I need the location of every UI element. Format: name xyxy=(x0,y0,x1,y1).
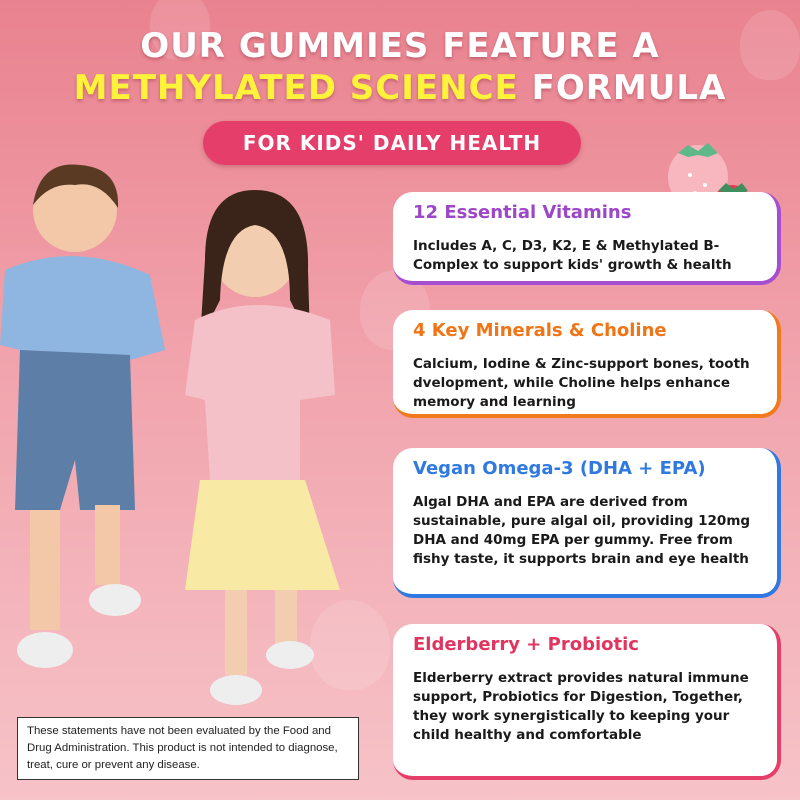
card-body: Includes A, C, D3, K2, E & Methylated B-Complex to support kids' growth & health xyxy=(413,238,732,273)
children-running-illustration xyxy=(0,150,400,710)
card-minerals xyxy=(393,310,781,418)
headline-line-1: OUR GUMMIES FEATURE A xyxy=(140,26,660,66)
card-title: Elderberry + Probiotic xyxy=(413,634,639,655)
headline-line-2 xyxy=(0,68,800,108)
card-vitamins xyxy=(393,192,781,285)
headline-highlight: METHYLATED SCIENCE xyxy=(73,68,519,108)
fda-disclaimer: These statements have not been evaluated by the Food and Drug Administration. This product is not intended to diagnose, treat, cure or prevent any disease. xyxy=(17,717,359,780)
card-body: Algal DHA and EPA are derived from sustainable, pure algal oil, providing 120mg DHA and 40mg EPA per gummy. Free from fishy taste, it supports brain and eye health xyxy=(413,494,751,567)
card-title: 12 Essential Vitamins xyxy=(413,202,632,223)
card-title: Vegan Omega-3 (DHA + EPA) xyxy=(413,458,706,479)
card-body: Elderberry extract provides natural immune support, Probiotics for Digestion, Together, they work synergistically to keeping your child healthy and comfortable xyxy=(413,670,749,743)
card-elderberry xyxy=(393,624,781,780)
subtitle-pill: FOR KIDS' DAILY HEALTH xyxy=(203,121,581,165)
headline-rest: FORMULA xyxy=(518,68,727,108)
card-title: 4 Key Minerals & Choline xyxy=(413,320,667,341)
card-body: Calcium, Iodine & Zinc-support bones, tooth dvelopment, while Choline helps enhance memory and learning xyxy=(413,356,750,410)
card-omega3 xyxy=(393,448,781,598)
